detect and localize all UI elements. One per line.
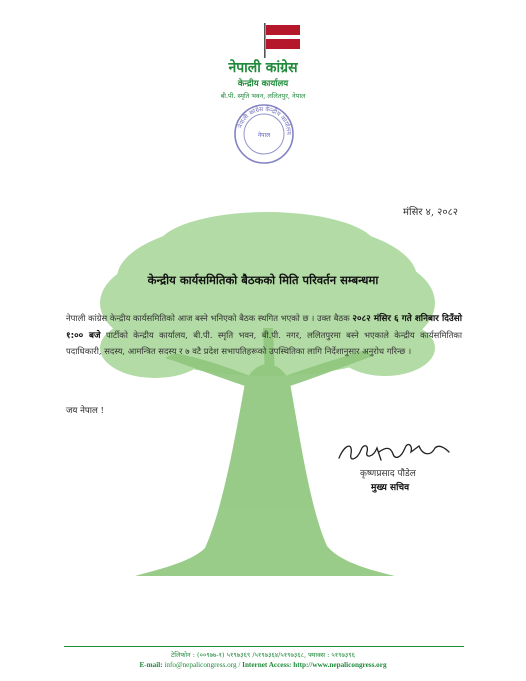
- letter-date: मंसिर ४, २०८२: [403, 207, 458, 218]
- svg-text:नेपाल: नेपाल: [257, 132, 271, 139]
- party-flag-logo: [262, 22, 302, 58]
- closing-greeting: जय नेपाल !: [66, 406, 104, 416]
- letter-body: [66, 311, 462, 360]
- body-rest: पार्टीको केन्द्रीय कार्यालय, बी.पी. स्मृति भवन, बी.पी. नगर, ललितपुरमा बस्ने भएकाले केन्द्रीय कार्यसमितिका पदाधिकारी, सदस्य, आमन्त्रित सदस्य र ७ वटै प्रदेश सभापतिहरूको उपस्थितिका लागि निर्देशानुसार अनुरोध गरिन्छ ।: [66, 329, 463, 356]
- party-name: नेपाली कांग्रेस: [228, 60, 298, 76]
- tree-watermark: [95, 208, 440, 583]
- footer-separator: /: [238, 661, 241, 669]
- body-intro: नेपाली कांग्रेस केन्द्रीय कार्यसमितिको आज बस्ने भनिएको बैठक स्थगित भएको छ । उक्त बैठक: [66, 313, 353, 323]
- office-address: बी.पी. स्मृति भवन, ललितपुर, नेपाल: [220, 92, 306, 100]
- signer-name: कृष्णप्रसाद पौडेल: [360, 469, 416, 479]
- office-name: केन्द्रीय कार्यालय: [237, 79, 289, 89]
- meeting-datetime: २०८२ मंसिर ६ गते शनिबार दिउँसो १:०० बजे: [66, 314, 462, 341]
- letter-subject: केन्द्रीय कार्यसमितिको बैठकको मिति परिवर्तन सम्बन्धमा: [147, 273, 379, 287]
- svg-text:नेपाली कांग्रेस केन्द्रीय कार्: नेपाली कांग्रेस केन्द्रीय कार्यालय: [236, 105, 293, 135]
- footer-phone: टेलिफोन : (००९७७-१) ५१९७३६९ /५१९७३६४/५१९७३६८, फ्याक्स : ५१९७३९६: [171, 651, 355, 659]
- signer-position: मुख्य सचिव: [371, 483, 410, 493]
- email-label: E-mail:: [139, 661, 163, 669]
- handwritten-signature: [335, 436, 455, 466]
- footer-divider: [64, 646, 464, 647]
- internet-label: Internet Access:: [242, 661, 292, 669]
- office-seal-stamp: [233, 103, 295, 165]
- footer-contact: [0, 661, 526, 669]
- email-link[interactable]: info@nepalicongress.org: [164, 661, 237, 669]
- website-link[interactable]: http://www.nepalicongress.org: [293, 661, 387, 669]
